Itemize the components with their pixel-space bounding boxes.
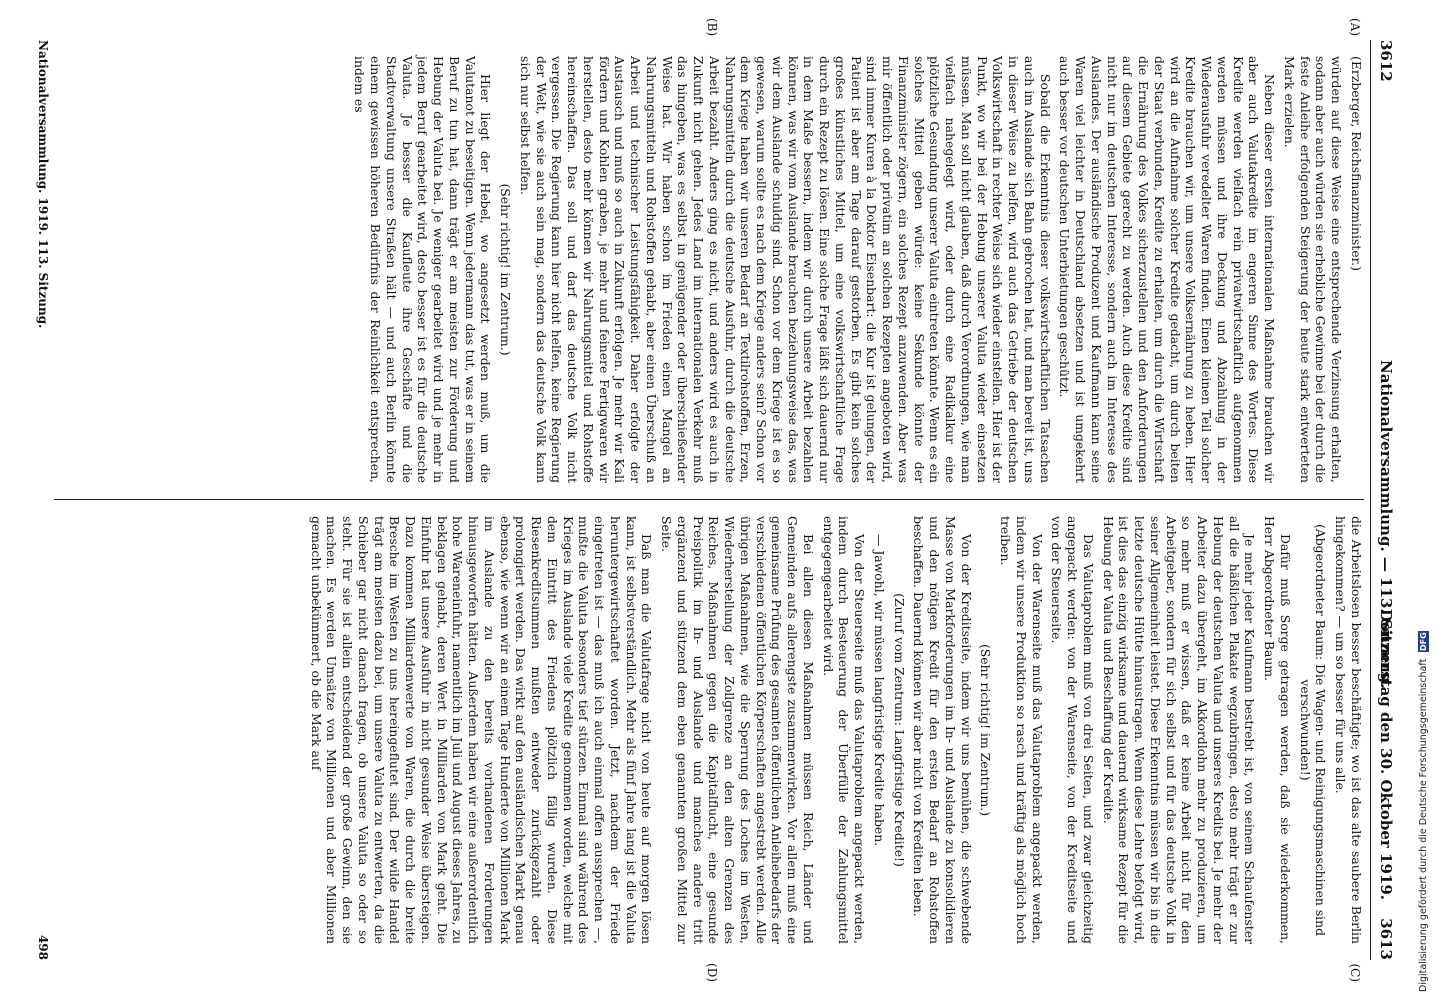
page-header — [1370, 40, 1399, 960]
paragraph: — Jawohl, wir müssen langfristige Kredite haben. — [872, 534, 887, 847]
speaker-line: (Erzberger, Reichsfinanzminister.) — [1349, 56, 1364, 271]
paragraph: Dafür muß Sorge getragen werden, daß sie wiederkommen, Herr Abgeordneter Baum. — [1262, 516, 1293, 944]
paragraph: Von der Steuerseite muß das Valutaproblem angepackt werden, indem durch Besteuerung der Überfülle der Zahlungsmittel entgegengearbeitet wird. — [820, 516, 868, 944]
paragraph: Hier liegt der Hebel, wo angesetzt werden muß, um die Valutanot zu beseitigen. Wenn jedermann das tut, was er in seinem Beruf zu tun hat, dann trägt er am meisten zur Förderung und Hebung der Valuta bei. Je weniger gearbeitet wird und je mehr in jedem Beruf gearbeitet wird, desto besser ist es für die deutsche Valuta. Je besser die Kaufleute ihre Geschäfte und die Stadtverwaltung unsere Straßen hält — und auch Berlin könnte einem gewissen höheren Bedürfnis der Reinlichkeit entsprechen, indem es — [352, 56, 494, 483]
paragraph: Von der Warenseite muß das Valutaproblem angepackt werden, indem wir unsere Produktion so rasch und kräftig als möglich hoch treiben. — [998, 516, 1045, 944]
paragraph: würden auf diese Weise eine entsprechende Verzinsung erhalten, sodann aber auch würden sie erhebliche Gewinne bei der durch die feste Anleihe erfolgenden Steigerung der heute stark entwerteten Mark erzielen. — [1282, 56, 1345, 483]
right-column — [54, 500, 1364, 982]
margin-marker-d: (D) — [705, 963, 719, 982]
running-title-left: Nationalversammlung. — 113. Sitzung. — [1377, 360, 1395, 689]
paragraph: Bei allen diesen Maßnahmen müssen Reich, Länder und Gemeinden aufs allerengste zusammenwirken. Vor allem muß eine gemeinsame Prüfung des gesamten öffentlichen Anleihebedarfs der verschiedenen öffentlichen Körperschaften angestrebt werden. Alle übrigen Maßnahmen, wie die Sperrung des Loches im Westen, Wiederherstellung der Zollgrenze an den alten Grenzen des Reiches, Maßnahmen gegen die Kapitalflucht, eine gesunde Preispolitik im In- und Auslande und manches andere tritt ergänzend und stützend dem eben genannten großen Mittel zur Seite. — [659, 516, 816, 944]
paragraph: Sobald die Erkenntnis dieser volkswirtschaftlichen Tatsachen auch im Auslande sich Bahn gebrochen hat, und man bereit ist, uns in dieser Weise zu helfen, wird auch das Getriebe der deutschen Volkswirtschaft in rechter Weise sich wieder einstellen. Hier ist der Punkt, wo wir bei der Hebung unserer Valuta wieder einsetzen müssen. Man soll nicht glauben, daß durch Verordnungen, wie man vielfach nahegelegt wird, oder durch eine Radikalkur eine plötzliche Gesundung unserer Valuta eintreten könnte. Wenn es ein solches Mittel geben würde: keine Sekunde könnte der Finanzminister zögern, ein solches Rezept anzuwenden. Aber was mir öffentlich oder privatim an solchen Rezepten angeboten wird, sind immer Kuren à la Doktor Eisenbart: die Kur ist gelungen, der Patient ist aber am Tage darauf gestorben. Es gibt kein solches großes künstliches Mittel, um eine volkswirtschaftliche Frage durch ein Rezept zu lösen. Eine solche Frage läßt sich dauernd nur in dem Maße bessern, indem wir durch unsere Arbeit bezahlen können, was wir vom Auslande brauchen beziehungsweise das, was wir dem Auslande schuldig sind. Schon vor dem Kriege ist es so gewesen, warum sollte es nach dem Kriege anders sein? Schon vor dem Kriege haben wir unseren Bedarf an Textilrohstoffen, Erzen, Nahrungsmitteln durch die deutsche Ausfuhr, durch die deutsche Arbeit bezahlt. Anders ging es nicht, und anders wird es auch in Zukunft nicht gehen. Jedes Land im internationalen Verkehr muß das hingeben, was es selbst in genügender oder überschießender Weise hat. Wir haben schon im Frieden einen Mangel an Nahrungsmitteln und Rohstoffen gehabt, aber einen Überschuß an Arbeit und technischer Leistungsfähigkeit. Daher erfolgte der Austausch und muß so auch in Zukunft erfolgen. Je mehr wir Kali fördern und Kohlen graben, je mehr und feinere Fertigwaren wir herstellen, desto mehr können wir Nahrungsmittel und Rohstoffe hereinschaffen. Das soll und darf das deutsche Volk nicht vergessen. Die Regierung kann hier nicht helfen, keine Regierung der Welt, wie sie auch sein mag, sondern das deutsche Volk kann sich nur selbst helfen. — [518, 56, 1053, 483]
margin-marker-b: (B) — [705, 18, 719, 37]
page-number-right: 3613 — [1377, 918, 1395, 960]
text-columns — [54, 18, 1364, 982]
page-footer — [35, 40, 50, 960]
sheet-number: 498 — [36, 934, 51, 960]
paragraph: Daß man die Valutafrage nicht von heute auf morgen lösen kann, ist selbstverständlich. Mehr als fünf Jahre lang ist die Valuta heruntergewirtschaftet worden. Jetzt, nachdem der Friede eingetreten ist — das muß ich auch einmal offen aussprechen —, mußte die Valuta besonders tief stürzen. Einmal sind während des Krieges im Auslande viele Kredite genommen worden, welche mit dem Eintritt des Friedens plötzlich fällig wurden. Diese Riesenkreditsummen mußten entweder zurückgezahlt oder prolongiert werden. Das wirkt auf den ausländischen Markt genau ebenso, wie wenn wir an einem Tage Hunderte von Millionen Mark im Auslande zu den bereits vorhandenen Forderungen hinausgeworfen hätten. Außerdem haben wir eine außerordentlich hohe Wareneinfuhr, namentlich im Juli und August dieses Jahres, zu beklagen gehabt, deren Wert in Milliarden von Mark geht. Die Einfuhr hat unsere Ausfuhr in nicht gesunder Weise übersteigen. Dazu kommen Milliardenwerte von Waren, die durch die breite Bresche im Westen zu uns hereingeflutet sind. Der wilde Handel trägt am meisten dazu bei, um unsere Valuta zu entwerten, da die Schieber gar nicht danach fragen, ob unsere Valuta so oder so steht. Für sie ist allein entscheidend der große Gewinn, den sie machen. Es werden Umsätze von Millionen und aber Millionen gemacht unbekümmert, ob die Mark auf — [308, 516, 655, 944]
interjection: (Zuruf vom Zentrum: Langfristige Kredite!) — [891, 593, 907, 867]
paragraph: Neben dieser ersten internationalen Maßnahme brauchen wir aber auch Valutakredite im engeren Sinne des Wortes. Diese Kredite werden vielfach rein privatwirtschaftlich aufgenommen werden müssen und ihre Deckung und Abzahlung in der Wiederausfuhr veredelter Waren finden. Einen kleinen Teil solcher Kredite brauchen wir, um unsere Volksernährung zu heben. Hier wird an die Aufnahme solcher Kredite gedacht, um durch beiten der Staat verbunden, Kredite zu erhalten, um durch die Wirtschaft die Ernährung des Volkes sicherzustellen und den Anforderungen auf diesem Gebiete gerecht zu werden. Auch diese Kredite sind nicht nur im deutschen Interesse, sondern auch im Interesse des Auslandes. Der ausländische Produzent und Kaufmann kann seine Waren viel leichter in Deutschland absetzen und ist umgekehrt auch besser vor deutschen Unterbietungen geschützt. — [1057, 56, 1278, 483]
dfg-logo: DFG — [1419, 631, 1428, 651]
digitization-credit-text: Digitalisierung gefördert durch die Deutsche Forschungsgemeinschaft — [1418, 658, 1429, 992]
interjection: (Abgeordneter Baum: Die Wagen- und Reinigungsmaschinen sind verschwunden!) — [1297, 523, 1329, 937]
digitization-credit — [1418, 600, 1432, 992]
paragraph: Je mehr jeder Kaufmann bestrebt ist, von seinem Schaufenster all die häßlichen Plakate wegzubringen, desto mehr trägt er zur Hebung der deutschen Valuta und unseres Kredits bei. Je mehr der Arbeiter dazu übergeht, im Akkordlohn mehr zu produzieren, um so mehr muß er wissen, daß er keine Arbeit nicht für den Arbeitgeber, sondern für sich selbst und für das deutsche Volk in seiner Allgemeinheit leistet. Diese Erkenntnis müssen wir bis in die letzte deutsche Hütte hinaustragen. Wenn diese Lehre befolgt wird, ist dies das einzig wirksame und dauernd wirksame Rezept für die Hebung der Valuta und Beschaffung der Kredite. — [1100, 516, 1258, 944]
footer-signature: Nationalversammlung. 1919. 113. Sitzung. — [36, 40, 51, 329]
paragraph: die Arbeitslosen besser beschäftigte; wo ist das alte saubere Berlin hingekommen? — um so besser für uns alle. — [1333, 516, 1364, 944]
interjection: (Sehr richtig! im Zentrum.) — [978, 643, 994, 817]
running-title-right: Donnerstag den 30. Oktober 1919. — [1377, 608, 1395, 900]
document-page — [17, 10, 1417, 990]
paragraph: Von der Kreditseite, indem wir uns bemühen, die schwebende Masse von Markforderungen im In- und Auslande zu konsolidieren und den nötigen Kredit für den ersten Bedarf an Rohstoffen beschaffen. Dauernd können wir aber nicht von Krediten leben. — [911, 516, 974, 944]
paragraph: Das Valutaproblem muß von drei Seiten, und zwar gleichzeitig angepackt werden: von der Warenseite, von der Kreditseite und von der Steuerseite. — [1049, 516, 1096, 944]
interjection: (Sehr richtig! im Zentrum.) — [498, 183, 514, 356]
margin-marker-a: (A) — [1348, 18, 1362, 37]
page-number-left: 3612 — [1377, 40, 1395, 82]
left-column — [54, 18, 1364, 500]
margin-marker-c: (C) — [1348, 963, 1362, 982]
